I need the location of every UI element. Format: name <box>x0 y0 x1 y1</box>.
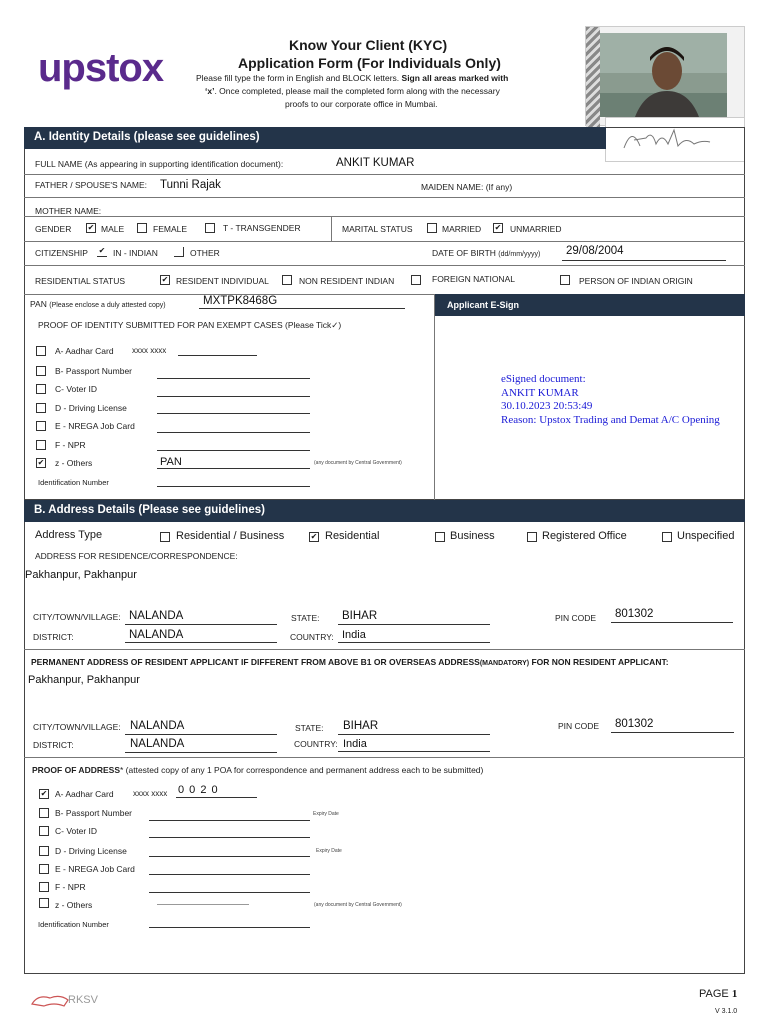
poa-nrega-checkbox[interactable] <box>39 864 49 874</box>
residential-status-label: RESIDENTIAL STATUS <box>35 276 126 286</box>
city-label: CITY/TOWN/VILLAGE: <box>33 612 121 622</box>
poa-aadhar-digits[interactable]: 0 0 2 0 <box>178 784 219 796</box>
poa-aadhar-underline <box>176 797 257 798</box>
divider <box>24 649 745 650</box>
page-number: 1 <box>731 988 738 1000</box>
addr-type-unspecified-checkbox[interactable] <box>662 532 672 542</box>
instr-bold: ‘x’ <box>205 86 215 96</box>
section-b-title: B. Address Details (Please see guidelines) <box>34 504 265 516</box>
dob-label <box>432 248 540 258</box>
perm-address-value[interactable]: Pakhanpur, Pakhanpur <box>28 674 140 686</box>
instructions-line-2 <box>205 86 500 96</box>
foreign-national-label: FOREIGN NATIONAL <box>432 274 515 284</box>
poa-passport-underline <box>149 820 310 821</box>
addr-type-business-checkbox[interactable] <box>435 532 445 542</box>
addr-type-registered-office-checkbox[interactable] <box>527 532 537 542</box>
addr-type-unspecified-label: Unspecified <box>677 530 735 542</box>
poi-driving-label: D - Driving License <box>55 403 127 413</box>
poa-npr-label: F - NPR <box>55 882 86 892</box>
father-name-value[interactable]: Tunni Rajak <box>160 179 221 191</box>
poa-others-checkbox[interactable] <box>39 898 49 908</box>
citizenship-indian-checkbox[interactable] <box>97 247 107 257</box>
version-label: V 3.1.0 <box>715 1008 738 1015</box>
poi-voter-underline <box>157 396 310 397</box>
perm-state-label: STATE: <box>295 723 324 733</box>
corr-address-label: ADDRESS FOR RESIDENCE/CORRESPONDENCE: <box>35 551 238 561</box>
perm-district-value[interactable]: NALANDA <box>130 738 185 750</box>
perm-country-label: COUNTRY: <box>294 739 338 749</box>
poa-driving-expiry: Expiry Date <box>316 848 342 854</box>
esign-title: Applicant E-Sign <box>447 300 519 310</box>
district-value[interactable]: NALANDA <box>129 629 184 641</box>
city-underline <box>125 624 277 625</box>
citizenship-other-label: OTHER <box>190 248 220 258</box>
citizenship-indian-label: IN - INDIAN <box>113 248 158 258</box>
perm-country-value[interactable]: India <box>343 738 367 750</box>
pin-underline <box>611 622 733 623</box>
addr-type-business-label: Business <box>450 530 495 542</box>
marital-unmarried-checkbox[interactable] <box>493 223 503 233</box>
poi-voter-checkbox[interactable] <box>36 384 46 394</box>
divider <box>24 197 745 198</box>
photo-image <box>600 33 727 117</box>
poi-heading: PROOF OF IDENTITY SUBMITTED FOR PAN EXEMPT CASES (Please Tick✓) <box>38 320 342 330</box>
poa-nrega-underline <box>149 874 310 875</box>
father-name-label: FATHER / SPOUSE'S NAME: <box>35 180 147 190</box>
perm-country-underline <box>338 751 490 752</box>
poa-others-note: (any document by Central Government) <box>314 902 402 908</box>
instr-bold: Sign all areas marked with <box>401 73 509 83</box>
esign-line: Reason: Upstox Trading and Demat A/C Opening <box>501 413 720 426</box>
perm-state-value[interactable]: BIHAR <box>343 720 379 732</box>
poi-nrega-underline <box>157 432 310 433</box>
perm-city-label: CITY/TOWN/VILLAGE: <box>33 722 121 732</box>
resident-individual-checkbox[interactable] <box>160 275 170 285</box>
perm-district-label: DISTRICT: <box>33 740 74 750</box>
pin-value[interactable]: 801302 <box>615 608 654 620</box>
poi-aadhar-label: A- Aadhar Card <box>55 346 114 356</box>
esign-vertical-divider <box>434 294 435 500</box>
divider <box>24 757 745 758</box>
poi-id-number-underline <box>157 486 310 487</box>
person-indian-origin-checkbox[interactable] <box>560 275 570 285</box>
corr-address-value[interactable]: Pakhanpur, Pakhanpur <box>25 569 137 581</box>
dob-format: (dd/mm/yyyy) <box>498 251 541 258</box>
poa-id-number-label: Identification Number <box>38 920 109 929</box>
citizenship-label: CITIZENSHIP <box>35 248 88 258</box>
poi-nrega-label: E - NREGA Job Card <box>55 421 135 431</box>
non-resident-indian-label: NON RESIDENT INDIAN <box>299 276 395 286</box>
poa-aadhar-checkbox[interactable] <box>39 789 49 799</box>
address-type-label: Address Type <box>35 529 103 541</box>
addr-type-residential-checkbox[interactable] <box>309 532 319 542</box>
maiden-name-label: MAIDEN NAME: (If any) <box>421 182 513 192</box>
section-b-header <box>24 500 745 522</box>
divider <box>24 174 745 175</box>
poi-driving-underline <box>157 413 310 414</box>
person-indian-origin-label: PERSON OF INDIAN ORIGIN <box>579 276 693 286</box>
poa-aadhar-masked: xxxx xxxx <box>133 789 168 798</box>
state-value[interactable]: BIHAR <box>342 610 378 622</box>
mother-name-label: MOTHER NAME: <box>35 206 102 216</box>
marital-married-checkbox[interactable] <box>427 223 437 233</box>
poi-id-number-label: Identification Number <box>38 478 109 487</box>
pin-label: PIN CODE <box>555 613 597 623</box>
perm-address-heading <box>31 657 669 667</box>
section-a-header <box>24 127 606 149</box>
esign-block <box>501 373 720 427</box>
page-label-text: PAGE <box>699 988 729 1000</box>
poa-aadhar-label: A- Aadhar Card <box>55 789 114 799</box>
vertical-divider <box>331 216 332 241</box>
instructions-line-1 <box>196 73 508 83</box>
poa-others-underline <box>157 904 249 905</box>
poi-nrega-checkbox[interactable] <box>36 421 46 431</box>
country-value[interactable]: India <box>342 629 366 641</box>
full-name-value[interactable]: ANKIT KUMAR <box>336 157 415 169</box>
applicant-photo <box>585 26 745 126</box>
gender-female-label: FEMALE <box>153 224 188 234</box>
gender-label: GENDER <box>35 224 72 234</box>
poi-passport-underline <box>157 378 310 379</box>
gender-female-checkbox[interactable] <box>137 223 147 233</box>
resident-individual-label: RESIDENT INDIVIDUAL <box>176 276 269 286</box>
form-subtitle: Application Form (For Individuals Only) <box>238 55 501 71</box>
poa-voter-label: C- Voter ID <box>55 826 98 836</box>
poi-others-value[interactable]: PAN <box>160 456 182 468</box>
form-title: Know Your Client (KYC) <box>289 37 448 53</box>
non-resident-indian-checkbox[interactable] <box>282 275 292 285</box>
poa-id-number-underline <box>149 927 310 928</box>
poa-driving-underline <box>149 856 310 857</box>
poi-aadhar-underline <box>178 355 257 356</box>
gender-transgender-label: T - TRANSGENDER <box>223 223 301 233</box>
poa-passport-label: B- Passport Number <box>55 808 132 818</box>
state-label: STATE: <box>291 613 320 623</box>
rksv-text: RKSV <box>68 994 98 1006</box>
poi-npr-underline <box>157 450 310 451</box>
divider <box>24 241 745 242</box>
esign-line: 30.10.2023 20:53:49 <box>501 400 593 412</box>
poa-driving-label: D - Driving License <box>55 846 127 856</box>
perm-heading-small: (MANDATORY) <box>479 660 530 667</box>
poi-aadhar-checkbox[interactable] <box>36 346 46 356</box>
esign-line: eSigned document: <box>501 373 586 385</box>
poi-aadhar-masked: xxxx xxxx <box>132 346 167 355</box>
esign-header <box>434 294 745 316</box>
gender-male-label: MALE <box>101 224 125 234</box>
perm-city-value[interactable]: NALANDA <box>130 720 185 732</box>
poa-passport-checkbox[interactable] <box>39 808 49 818</box>
pan-label-text: PAN <box>30 299 47 309</box>
photo-border-pattern <box>586 27 600 127</box>
perm-heading-tail: FOR NON RESIDENT APPLICANT: <box>529 657 669 667</box>
divider <box>24 216 745 217</box>
gender-transgender-checkbox[interactable] <box>205 223 215 233</box>
country-underline <box>338 642 490 643</box>
rksv-bull-icon <box>30 990 70 1010</box>
city-value[interactable]: NALANDA <box>129 610 184 622</box>
poi-passport-checkbox[interactable] <box>36 366 46 376</box>
full-name-label: FULL NAME (As appearing in supporting identification document): <box>35 159 284 169</box>
perm-pin-label: PIN CODE <box>558 721 600 731</box>
addr-type-registered-office-label: Registered Office <box>542 530 627 542</box>
perm-pin-value[interactable]: 801302 <box>615 718 654 730</box>
district-underline <box>125 642 277 643</box>
poa-voter-underline <box>149 837 310 838</box>
addr-type-residential-label: Residential <box>325 530 380 542</box>
perm-heading-text: PERMANENT ADDRESS OF RESIDENT APPLICANT IF DIFFERENT FROM ABOVE B1 OR OVERSEAS ADDRESS <box>31 657 480 667</box>
poa-heading-bold: PROOF OF ADDRESS <box>32 765 120 775</box>
pan-note: (Please enclose a duly attested copy) <box>49 302 166 309</box>
perm-pin-underline <box>611 732 734 733</box>
divider <box>24 265 745 266</box>
dob-label-text: DATE OF BIRTH <box>432 248 496 258</box>
page-label <box>699 988 737 1000</box>
rksv-logo <box>30 990 115 1010</box>
foreign-national-checkbox[interactable] <box>411 275 421 285</box>
poi-others-checkbox[interactable] <box>36 458 46 468</box>
pan-label <box>30 299 166 309</box>
instr-text: . Once completed, please mail the completed form along with the necessary <box>214 86 500 96</box>
upstox-logo: upstox <box>38 46 164 90</box>
marital-status-label: MARITAL STATUS <box>342 224 413 234</box>
esign-line: ANKIT KUMAR <box>501 386 579 399</box>
poi-voter-label: C- Voter ID <box>55 384 98 394</box>
poi-driving-checkbox[interactable] <box>36 403 46 413</box>
poa-heading-text: * (attested copy of any 1 POA for correspondence and permanent address each to be submitted) <box>120 765 484 775</box>
instr-text: Please fill type the form in English and BLOCK letters. <box>196 73 400 83</box>
marital-married-label: MARRIED <box>442 224 482 234</box>
district-label: DISTRICT: <box>33 632 74 642</box>
section-a-title: A. Identity Details (please see guidelines) <box>34 131 260 143</box>
dob-value[interactable]: 29/08/2004 <box>566 245 624 257</box>
poa-heading <box>32 765 483 775</box>
poa-nrega-label: E - NREGA Job Card <box>55 864 135 874</box>
addr-type-res-business-label: Residential / Business <box>176 530 285 542</box>
state-underline <box>338 624 490 625</box>
poa-passport-expiry: Expiry Date <box>313 811 339 817</box>
country-label: COUNTRY: <box>290 632 334 642</box>
poi-npr-label: F - NPR <box>55 440 86 450</box>
addr-type-res-business-checkbox[interactable] <box>160 532 170 542</box>
dob-underline <box>562 260 726 261</box>
pan-value[interactable]: MXTPK8468G <box>203 295 278 307</box>
instructions-line-3: proofs to our corporate office in Mumbai. <box>285 99 438 109</box>
poa-driving-checkbox[interactable] <box>39 846 49 856</box>
poi-others-label: z - Others <box>55 458 93 468</box>
gender-male-checkbox[interactable] <box>86 223 96 233</box>
poi-passport-label: B- Passport Number <box>55 366 132 376</box>
poi-others-underline <box>157 468 310 469</box>
poa-npr-underline <box>149 892 310 893</box>
perm-city-underline <box>125 734 277 735</box>
citizenship-other-checkbox[interactable] <box>174 247 184 257</box>
perm-district-underline <box>125 752 277 753</box>
poi-others-note: (any document by Central Government) <box>314 460 402 466</box>
poa-npr-checkbox[interactable] <box>39 882 49 892</box>
poa-voter-checkbox[interactable] <box>39 826 49 836</box>
poi-npr-checkbox[interactable] <box>36 440 46 450</box>
perm-state-underline <box>338 734 490 735</box>
poa-others-label: z - Others <box>55 900 93 910</box>
marital-unmarried-label: UNMARRIED <box>510 224 562 234</box>
pan-underline <box>199 308 405 309</box>
